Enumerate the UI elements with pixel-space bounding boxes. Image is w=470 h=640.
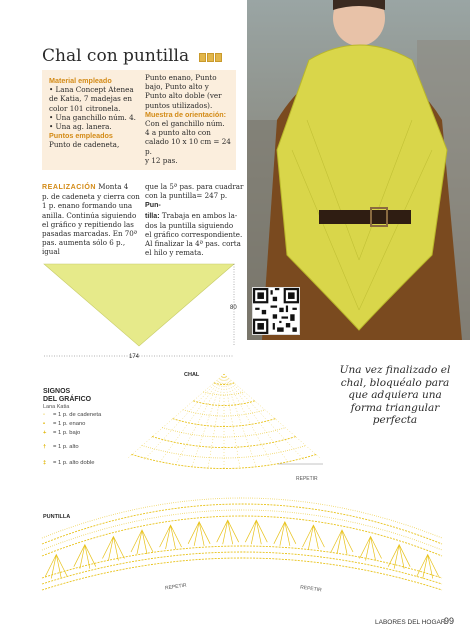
chal-crochet-diagram bbox=[118, 368, 330, 476]
chal-repetir-label: REPETIR bbox=[296, 476, 318, 482]
realizacion-line: anilla. Continúa siguiendo bbox=[42, 210, 137, 220]
edging-fan-motif bbox=[102, 537, 124, 561]
material-line: • Lana Concept Atenea bbox=[49, 85, 134, 95]
pull-quote: Una vez finalizado el chal, bloquéalo para que adquiera una forma triangular perfecta bbox=[339, 364, 451, 426]
points-list bbox=[49, 140, 144, 149]
realizacion-line: el gráfico correspondiente. bbox=[145, 230, 243, 240]
edging-fan-motif bbox=[74, 545, 96, 569]
treble-crochet-icon: ‡ bbox=[43, 460, 47, 466]
page-number: 99 bbox=[444, 616, 455, 626]
chart-spoke-line bbox=[224, 374, 320, 458]
sample-list bbox=[145, 119, 235, 165]
chart-spoke-line bbox=[160, 374, 224, 462]
edging-fan-motif bbox=[388, 545, 410, 569]
edging-row-line bbox=[42, 546, 442, 578]
edging-fan-motif bbox=[417, 554, 439, 578]
edging-fan-motif bbox=[302, 525, 324, 549]
puntilla-chart-label: PUNTILLA bbox=[43, 514, 71, 520]
sample-heading: Muestra de orientación: bbox=[145, 109, 227, 119]
symbol-item bbox=[43, 444, 79, 450]
chart-spoke-line bbox=[224, 374, 272, 464]
sample-line: y 12 pas. bbox=[145, 155, 178, 165]
chain-stitch-icon: ◦ bbox=[43, 412, 46, 418]
edging-fan-motif bbox=[245, 520, 267, 544]
chal-chart-label: CHAL bbox=[184, 372, 200, 378]
realizacion-line: pas. aumenta sólo 6 p., igual bbox=[42, 238, 126, 257]
sample-line: Con el ganchillo núm. bbox=[145, 119, 225, 129]
symbol-label: = 1 p. de cadeneta bbox=[53, 412, 102, 418]
symbol-label: = 1 p. alto doble bbox=[53, 460, 95, 466]
width-label: 174 bbox=[129, 354, 140, 360]
shawl-triangle-shape bbox=[44, 264, 234, 346]
points-line: Punto de cadeneta, bbox=[49, 140, 120, 150]
points-heading: Puntos empleados bbox=[49, 131, 113, 141]
sample-line: 4 a punto alto con bbox=[145, 128, 211, 138]
realizacion-line: p. de cadeneta y cierra con bbox=[42, 192, 140, 202]
realizacion-lines bbox=[42, 192, 142, 256]
height-label: 80 bbox=[230, 305, 237, 311]
realizacion-line: dos la puntilla siguiendo bbox=[145, 220, 234, 230]
edging-fan-motif bbox=[45, 554, 67, 578]
symbol-label: = 1 p. enano bbox=[53, 421, 86, 427]
edging-row-line bbox=[42, 552, 442, 584]
realizacion-col2-line1: que la 5ª pas. para cuadrar bbox=[145, 182, 244, 191]
edging-fan-motif bbox=[131, 530, 153, 554]
realizacion-col2 bbox=[145, 182, 245, 258]
difficulty-rating-icon bbox=[199, 47, 223, 67]
realizacion-line: 1 p. enano formando una bbox=[42, 201, 133, 211]
realizacion-heading: REALIZACIÓN bbox=[42, 183, 96, 191]
material-line: • Una ag. lanera. bbox=[49, 122, 112, 132]
realizacion-line: el gráfico y repitiendo las bbox=[42, 219, 134, 229]
symbol-label: = 1 p. bajo bbox=[53, 430, 81, 436]
chart-spoke-line bbox=[176, 374, 224, 464]
chart-symbols-title bbox=[43, 388, 91, 404]
edging-fan-motif bbox=[360, 537, 382, 561]
points-line: Punto alto doble (ver bbox=[145, 91, 222, 101]
edging-fan-motif bbox=[217, 520, 239, 544]
realizacion-col2-text: con la puntilla= 247 p. bbox=[145, 191, 228, 201]
points-list-cont bbox=[145, 73, 235, 110]
realizacion-col2-text: Trabaja en ambos la- bbox=[161, 210, 238, 220]
puntilla-crochet-diagram bbox=[38, 486, 446, 604]
realizacion-col2-line2 bbox=[145, 191, 245, 210]
edging-row-line bbox=[42, 516, 442, 556]
material-line: de Katia, 7 madejas en bbox=[49, 94, 133, 104]
symbol-item bbox=[43, 460, 94, 466]
shawl-schematic bbox=[38, 258, 242, 360]
points-line: puntos utilizados). bbox=[145, 100, 213, 110]
edging-row-line bbox=[42, 558, 442, 590]
realizacion-col1 bbox=[42, 182, 142, 257]
realizacion-line: pasadas marcadas. En 70ª bbox=[42, 229, 138, 239]
chart-spoke-line bbox=[224, 374, 240, 468]
single-crochet-icon: + bbox=[43, 430, 47, 436]
points-line: Punto enano, Punto bbox=[145, 73, 217, 82]
materials-list bbox=[49, 85, 144, 131]
symbol-item bbox=[43, 421, 85, 427]
sample-line: calado 10 x 10 cm = 24 p. bbox=[145, 137, 231, 156]
material-line: color 101 citronela. bbox=[49, 103, 121, 113]
chart-symbols-brand: Lana Katia bbox=[43, 404, 70, 410]
edging-fan-motif bbox=[160, 525, 182, 549]
symbol-label: = 1 p. alto bbox=[53, 444, 79, 450]
symbol-item bbox=[43, 430, 80, 436]
edging-fan-motif bbox=[331, 530, 353, 554]
chart-row-line bbox=[142, 445, 307, 458]
points-line: bajo, Punto alto y bbox=[145, 82, 209, 92]
materials-col1 bbox=[49, 76, 144, 150]
double-crochet-icon: † bbox=[43, 444, 47, 450]
edging-fan-motif bbox=[274, 522, 296, 546]
puntilla-label: Pun- bbox=[145, 201, 161, 210]
materials-heading: Material empleado bbox=[49, 76, 112, 85]
puntilla-repetir-label-left: REPETIR bbox=[164, 582, 187, 592]
chart-spoke-line bbox=[208, 374, 224, 468]
materials-box bbox=[42, 70, 236, 170]
edging-fan-motif bbox=[188, 522, 210, 546]
chart-symbols-title-line1: SIGNOS bbox=[43, 388, 71, 395]
magazine-name: LABORES DEL HOGAR bbox=[375, 619, 446, 626]
realizacion-line: el hilo y remata. bbox=[145, 248, 204, 258]
chart-symbols-title-line2: DEL GRÁFICO bbox=[43, 396, 92, 403]
material-line: • Una ganchillo núm. 4. bbox=[49, 112, 136, 122]
puntilla-repetir-label-right: REPETIR bbox=[299, 584, 322, 594]
slip-stitch-icon: • bbox=[43, 421, 46, 427]
puntilla-label2: tilla: bbox=[145, 211, 160, 220]
page-title: Chal con puntilla bbox=[42, 46, 223, 67]
chart-spoke-line bbox=[128, 374, 224, 458]
qr-code-icon[interactable] bbox=[252, 287, 300, 335]
chart-spoke-line bbox=[224, 374, 288, 462]
realizacion-text: Monta 4 bbox=[98, 182, 129, 191]
symbol-item bbox=[43, 412, 101, 418]
chart-row-line bbox=[152, 436, 296, 447]
realizacion-col2-line3 bbox=[145, 211, 245, 221]
materials-col2 bbox=[145, 73, 235, 165]
realizacion-col2-lines bbox=[145, 221, 245, 258]
realizacion-line: Al finalizar la 4ª pas. corta bbox=[145, 239, 241, 249]
